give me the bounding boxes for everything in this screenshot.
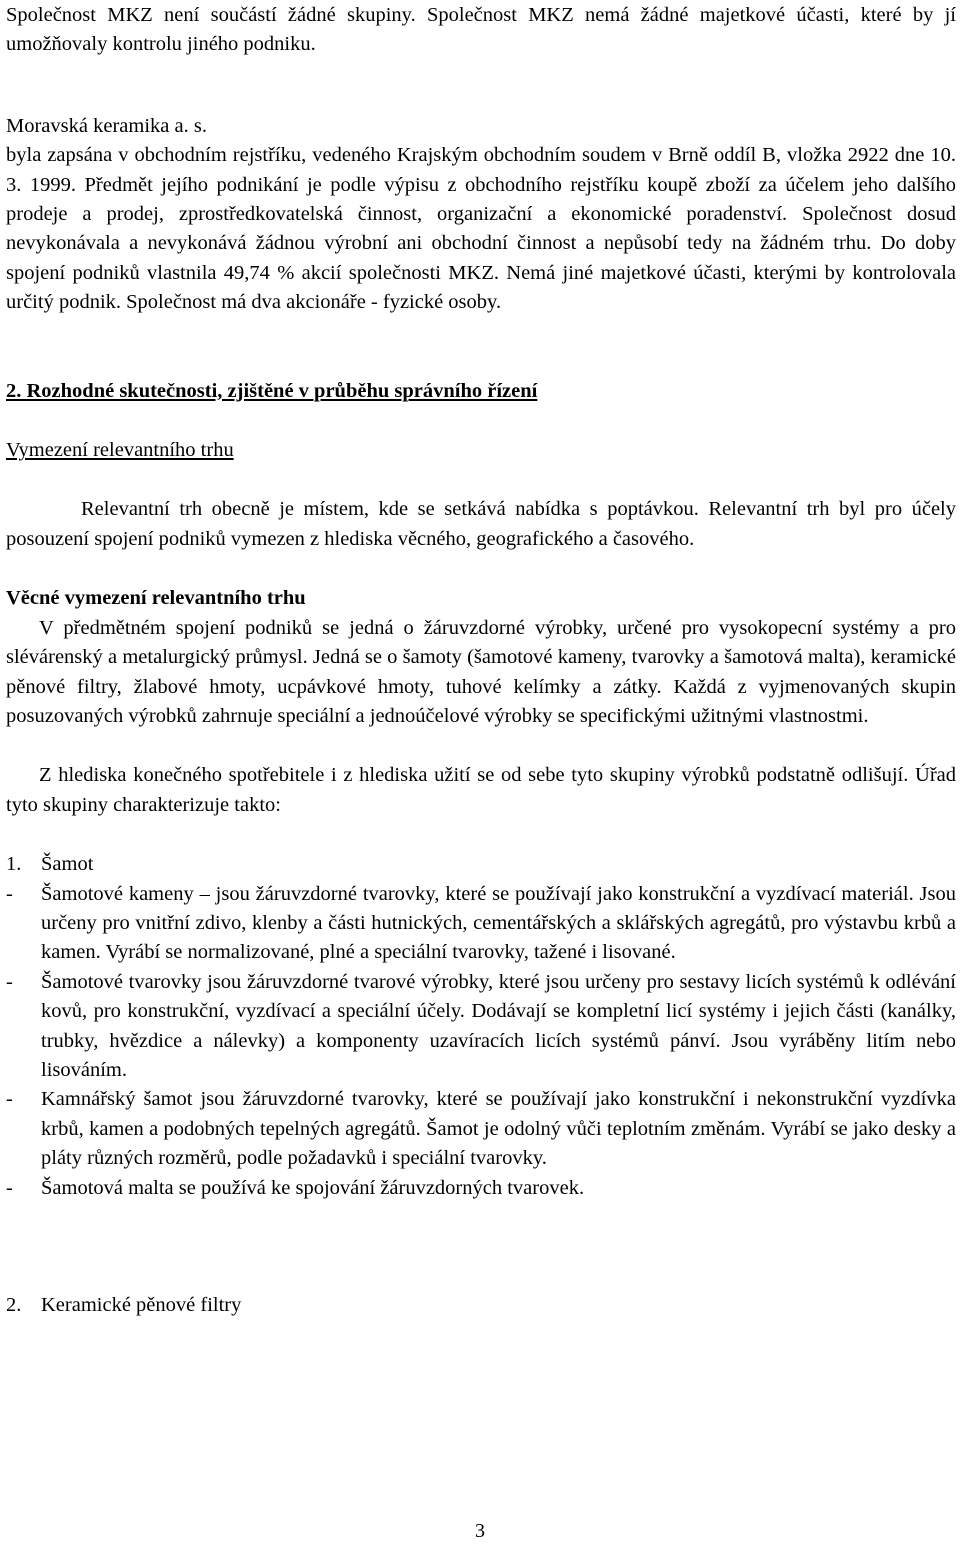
- dash-marker: -: [6, 1088, 13, 1111]
- list-heading-samot: [6, 850, 956, 879]
- subheading-material-market: Věcné vymezení relevantního trhu: [6, 587, 306, 610]
- dash-marker: -: [6, 970, 13, 993]
- paragraph-relevant-market: Relevantní trh obecně je místem, kde se setkává nabídka s poptávkou. Relevantní trh byl pro účely posouzení spojení podniků vymezen z hlediska věcného, geografického a časového.: [6, 498, 956, 550]
- list-item: [6, 1085, 956, 1173]
- list-item-text: Šamotové tvarovky jsou žáruvzdorné tvarové výrobky, které jsou určeny pro sestavy licích systémů k odlévání kovů, pro konstrukční, vyzdívací a speciální účely. Dodávají se kompletní licí systémy i jejich části (kanálky, trubky, hvězdice a nálevky) a komponenty uzavíracích licích systémů pánví. Jsou vyráběny litím nebo lisováním.: [41, 970, 956, 1081]
- dash-marker: -: [6, 1176, 13, 1199]
- list-title: Šamot: [41, 853, 94, 876]
- subheading-relevant-market: Vymezení relevantního trhu: [6, 439, 234, 462]
- list-title: Keramické pěnové filtry: [41, 1294, 242, 1316]
- list-item: [6, 880, 956, 968]
- paragraph-mkz-ownership: Společnost MKZ není součástí žádné skupiny. Společnost MKZ nemá žádné majetkové účasti, které by jí umožňovaly kontrolu jiného podniku.: [6, 4, 956, 56]
- section-heading: 2. Rozhodné skutečnosti, zjištěné v průběhu správního řízení: [6, 379, 538, 402]
- company-title: Moravská keramika a. s.: [6, 114, 207, 137]
- list-item-text: Šamotová malta se používá ke spojování žáruvzdorných tvarovek.: [41, 1176, 585, 1199]
- paragraph-products: V předmětném spojení podniků se jedná o žáruvzdorné výrobky, určené pro vysokopecní systémy a pro slévárenský a metalurgický průmysl. Jedná se o šamoty (šamotové kameny, tvarovky a šamotová malta), keramické pěnové filtry, žlabové hmoty, ucpávkové hmoty, tuhové kelímky a zátky. Každá z vyjmenovaných skupin posuzovaných výrobků zahrnuje speciální a jednoúčelové výrobky se specifickými užitnými vlastnostmi.: [6, 616, 956, 727]
- list-item: [6, 968, 956, 1086]
- list-number: 1.: [6, 853, 22, 876]
- dash-marker: -: [6, 882, 13, 905]
- list-item-text: Kamnářský šamot jsou žáruvzdorné tvarovky, které se používají jako konstrukční i nekonstrukční vyzdívka krbů, kamen a podobných tepelných agregátů. Šamot je odolný vůči teplotním změnám. Vyrábí se jako desky a pláty různých rozměrů, podle požadavků i speciální tvarovky.: [41, 1088, 956, 1170]
- list-number: 2.: [6, 1294, 22, 1316]
- list-item-text: Šamotové kameny – jsou žáruvzdorné tvarovky, které se používají jako konstrukční a vyzdívací materiál. Jsou určeny pro vnitřní zdivo, klenby a části hutnických, cementářských a sklářských agregátů, pro výstavbu krbů a kamen. Vyrábí se normalizované, plné a speciální tvarovky, tažené i lisované.: [41, 882, 956, 964]
- document-page: [6, 0, 956, 1320]
- paragraph-consumer-view: Z hlediska konečného spotřebitele i z hlediska užití se od sebe tyto skupiny výrobků podstatně odlišují. Úřad tyto skupiny charakterizuje takto:: [6, 764, 956, 816]
- page-number: 3: [475, 1520, 485, 1542]
- list-item: [6, 1174, 956, 1203]
- list-heading-filters: [6, 1291, 956, 1320]
- paragraph-moravska-keramika: byla zapsána v obchodním rejstříku, vedeného Krajským obchodním soudem v Brně oddíl B, vložka 2922 dne 10. 3. 1999. Předmět jejího podnikání je podle výpisu z obchodního rejstříku koupě zboží za účelem jeho dalšího prodeje a prodej, zprostředkovatelská činnost, organizační a ekonomické poradenství. Společnost dosud nevykonávala a nevykonává žádnou výrobní ani obchodní činnost a nepůsobí tedy na žádném trhu. Do doby spojení podniků vlastnila 49,74 % akcií společnosti MKZ. Nemá jiné majetkové účasti, kterými by kontrolovala určitý podnik. Společnost má dva akcionáře - fyzické osoby.: [6, 144, 956, 314]
